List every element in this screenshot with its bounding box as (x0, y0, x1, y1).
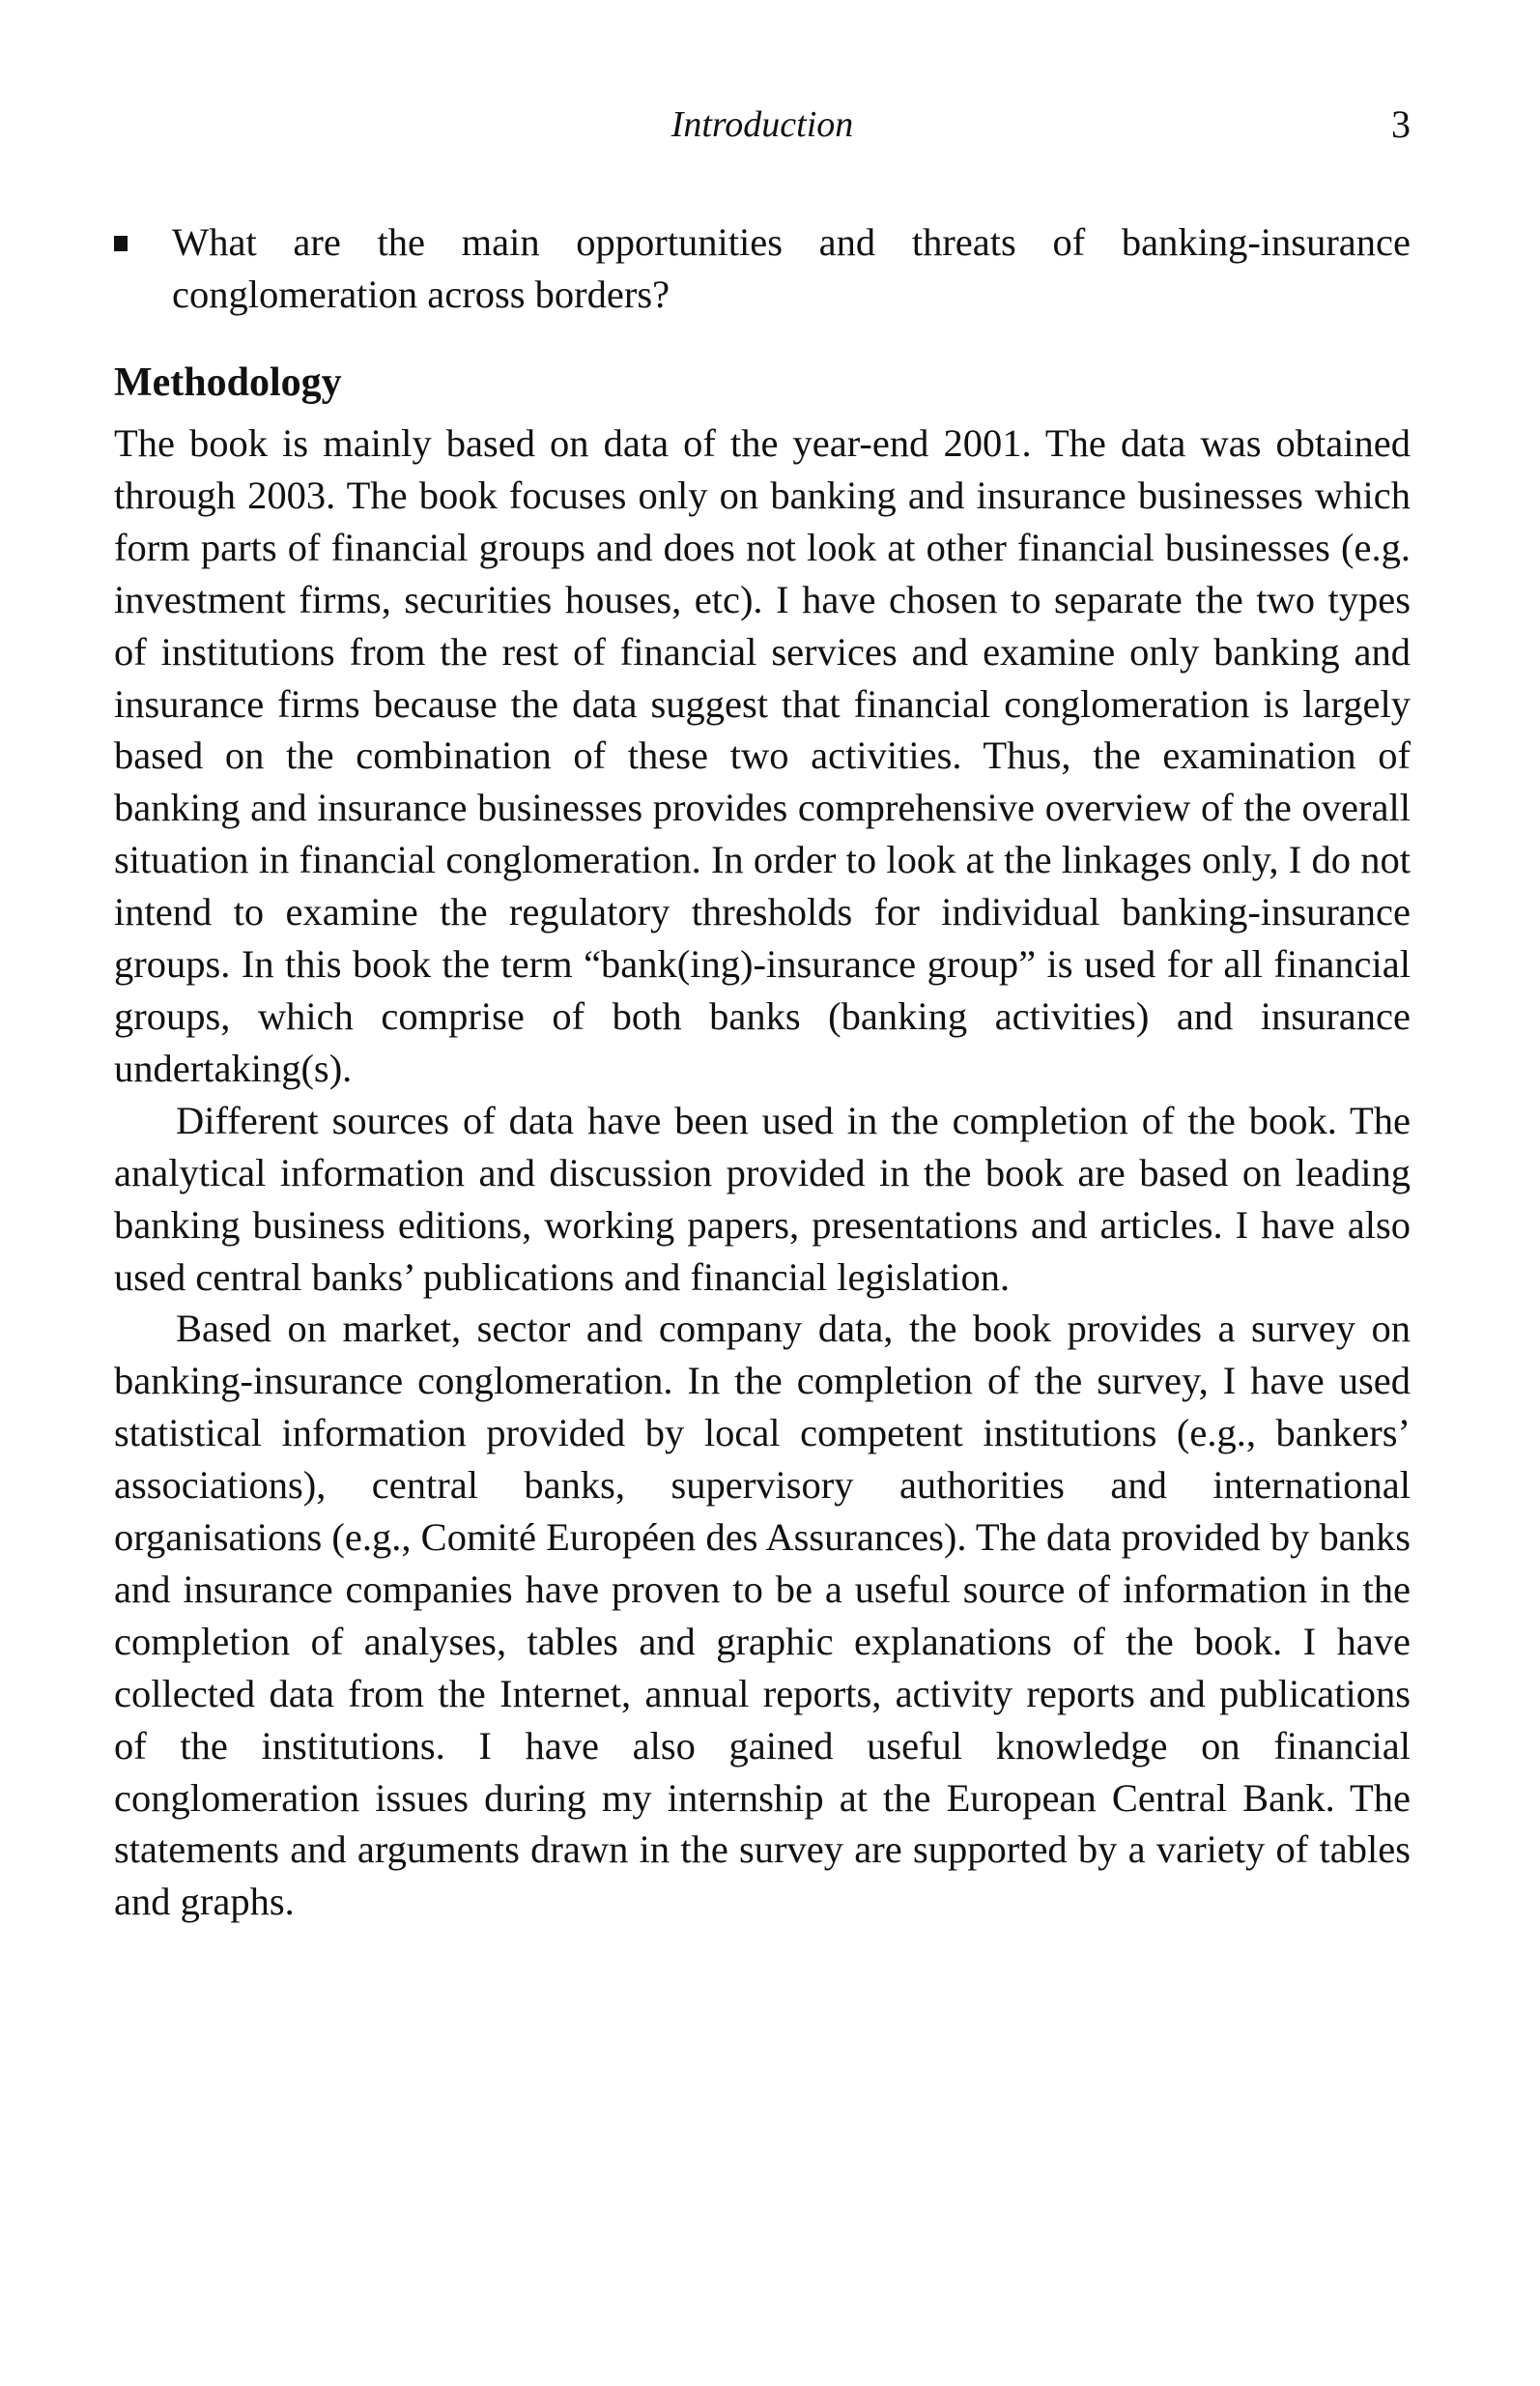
bullet-text: What are the main opportunities and threats of banking-insurance conglomeration across borders? (172, 220, 1411, 316)
page-number: 3 (1391, 102, 1411, 146)
running-header (114, 101, 1411, 149)
paragraph-2: Different sources of data have been used in the completion of the book. The analytical information and discussion provided in the book are based on leading banking business editions, working papers, presentations and articles. I have also used central banks’ publications and financial legislation. (114, 1098, 1411, 1299)
paragraph-1: The book is mainly based on data of the year-end 2001. The data was obtained through 2003. The book focuses only on banking and insurance businesses which form parts of financial groups and does not look at other financial businesses (e.g. investment firms, securities houses, etc). I have chosen to separate the two types of institutions from the rest of financial services and examine only banking and insurance firms because the data suggest that financial conglomeration is largely based on the combination of these two activities. Thus, the examination of banking and insurance businesses provides comprehensive overview of the overall situation in financial conglomeration. In order to look at the linkages only, I do not intend to examine the regulatory thresholds for individual banking-insurance groups. In this book the term “bank(ing)-insurance group” is used for all financial groups, which comprise of both banks (banking activities) and insurance undertaking(s). (114, 421, 1411, 1090)
bullet-item (114, 216, 1411, 321)
paragraph-3: Based on market, sector and company data, the book provides a survey on banking-insurance conglomeration. In the completion of the survey, I have used statistical information provided by local competent institutions (e.g., bankers’ associations), central banks, supervisory authorities and international organisations (e.g., Comité Européen des Assurances). The data provided by banks and insurance companies have proven to be a useful source of information in the completion of analyses, tables and graphic explanations of the book. I have collected data from the Internet, annual reports, activity reports and publications of the institutions. I have also gained useful knowledge on financial conglomeration issues during my internship at the European Central Bank. The statements and arguments drawn in the survey are supported by a variety of tables and graphs. (114, 1307, 1411, 1924)
book-page (114, 0, 1411, 2386)
running-title: Introduction (670, 104, 854, 145)
section-heading: Methodology (114, 360, 342, 405)
body-text (114, 417, 1411, 1928)
square-bullet-icon (114, 236, 128, 251)
